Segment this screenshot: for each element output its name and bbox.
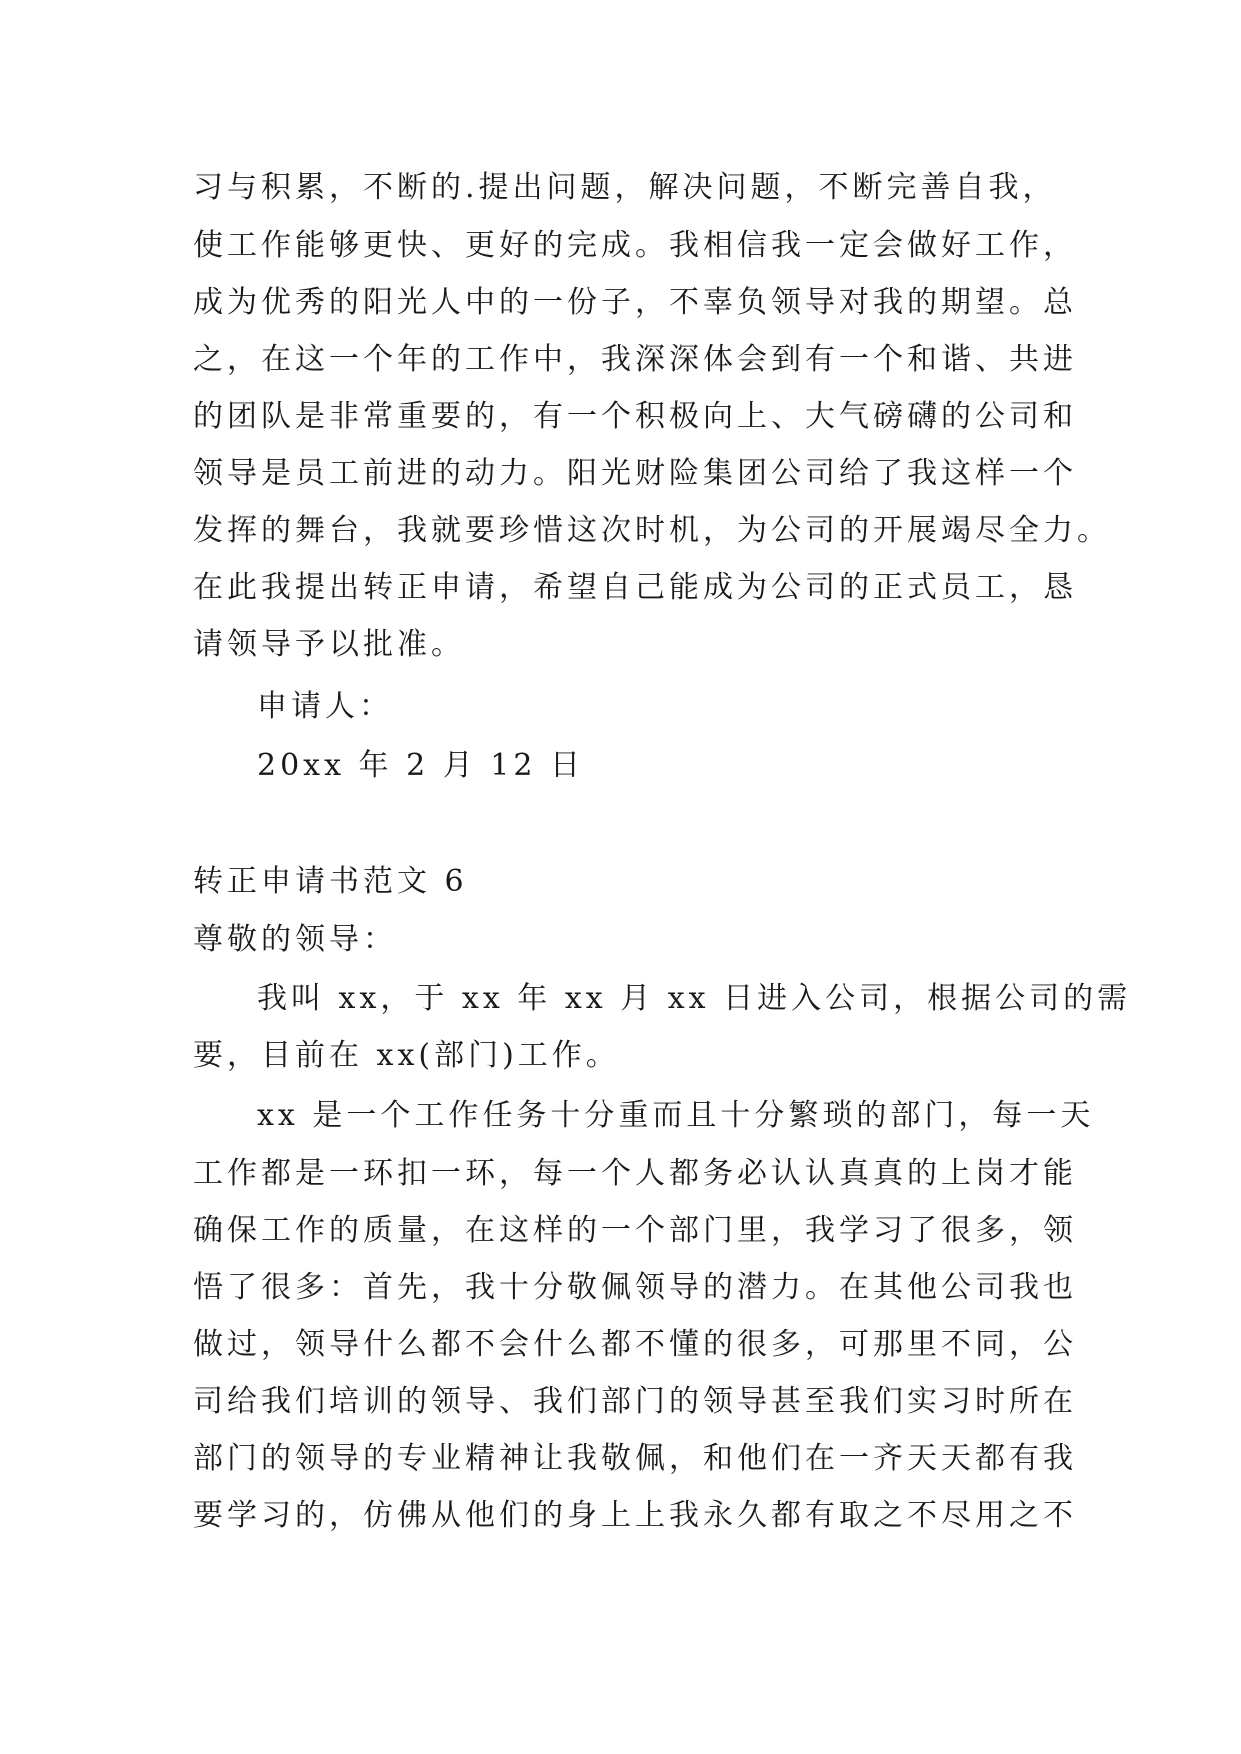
paragraph-line: xx 是一个工作任务十分重而且十分繁琐的部门，每一天 [257,1098,1095,1133]
applicant-label: 申请人： [257,689,393,724]
paragraph-line: 确保工作的质量，在这样的一个部门里，我学习了很多，领 [193,1213,1077,1248]
paragraph-line: 习与积累，不断的.提出问题，解决问题，不断完善自我， [193,170,1057,205]
paragraph-line: 做过，领导什么都不会什么都不懂的很多，可那里不同，公 [193,1327,1077,1362]
paragraph-line: 悟了很多：首先，我十分敬佩领导的潜力。在其他公司我也 [193,1270,1077,1305]
signature-date: 20xx 年 2 月 12 日 [257,748,584,783]
paragraph-line: 的团队是非常重要的，有一个积极向上、大气磅礴的公司和 [193,399,1077,434]
paragraph-line: 在此我提出转正申请，希望自己能成为公司的正式员工，恳 [193,570,1077,605]
paragraph-line: 司给我们培训的领导、我们部门的领导甚至我们实习时所在 [193,1384,1077,1419]
paragraph-line: 要学习的，仿佛从他们的身上上我永久都有取之不尽用之不 [193,1498,1077,1533]
paragraph-line: 领导是员工前进的动力。阳光财险集团公司给了我这样一个 [193,456,1077,491]
paragraph-line: 部门的领导的专业精神让我敬佩，和他们在一齐天天都有我 [193,1441,1077,1476]
paragraph-line: 请领导予以批准。 [193,627,465,662]
paragraph-line: 工作都是一环扣一环，每一个人都务必认认真真的上岗才能 [193,1156,1077,1191]
paragraph-line: 之，在这一个年的工作中，我深深体会到有一个和谐、共进 [193,342,1077,377]
paragraph-line: 成为优秀的阳光人中的一份子，不辜负领导对我的期望。总 [193,285,1077,320]
salutation: 尊敬的领导： [193,922,397,957]
paragraph-line: 要，目前在 xx(部门)工作。 [193,1038,620,1073]
paragraph-line: 使工作能够更快、更好的完成。我相信我一定会做好工作， [193,228,1077,263]
paragraph-line: 发挥的舞台，我就要珍惜这次时机，为公司的开展竭尽全力。 [193,513,1111,548]
section-title: 转正申请书范文 6 [193,864,468,899]
paragraph-line: 我叫 xx，于 xx 年 xx 月 xx 日进入公司，根据公司的需 [257,981,1132,1016]
